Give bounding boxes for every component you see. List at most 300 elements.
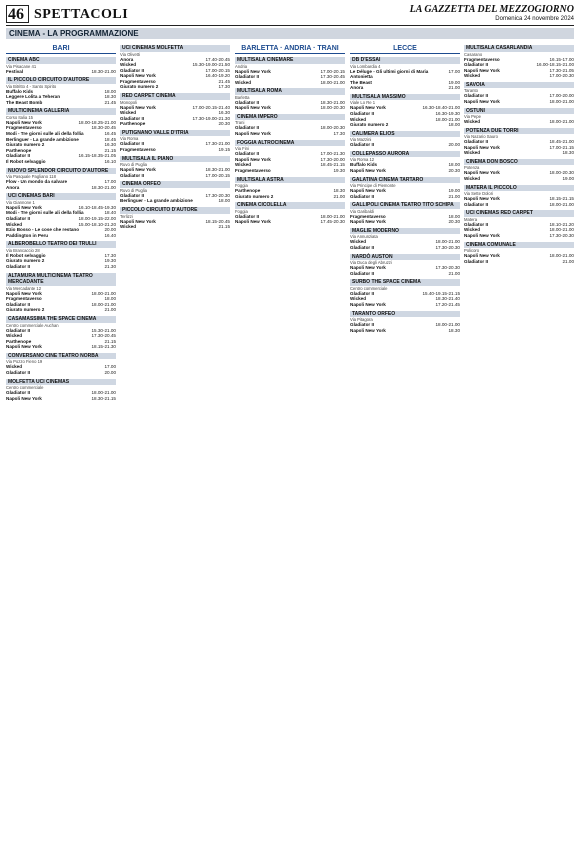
film-title: Gladiator II [350,322,374,328]
film-title: Gladiator II [6,370,30,375]
cinema-address: Via Pozzo Fieno 19 [6,359,43,365]
film-title: Il Robot selvaggio [6,159,46,165]
film-title: Napoli New York [6,290,42,296]
cinema-address: Via Principe di Piemonte [350,183,396,189]
showtime-row [464,150,574,156]
showtimes: 18.00-21.00 [435,322,460,328]
cinema-address: Casarano [464,51,483,57]
showtimes: 21.45 [218,78,230,84]
showtimes: 21.00 [104,307,116,313]
showtimes: 18.00-20.30 [549,170,574,176]
film-title: Modi - Tre giorni sulle ali della follia [6,210,84,216]
cinema-name: UCI CINEMAS RED CARPET [464,210,574,217]
listings-column-5 [464,42,574,264]
film-title: Napoli New York [464,170,500,176]
cinema-name: COLLEPASSO AURORA [350,151,460,158]
film-title: Gladiator II [120,115,144,121]
cinema-name: CINEMA COMUNALE [464,242,574,249]
showtimes: 17.30-20.30 [435,265,460,271]
showtimes: 18.00-21.00 [91,290,116,296]
film-title: Anora [120,56,134,62]
cinema-name: PUTIGNANO VALLE D'ITRIA [120,130,230,137]
cinema-name: CALIMERA ELIOS [350,131,460,138]
showtimes: 18.45-21.15 [320,162,345,168]
film-title: Giurato numero 2 [350,122,389,128]
masthead [6,4,574,26]
showtimes: 18.45 [104,136,116,142]
film-title: Gladiator II [6,216,30,221]
film-title: Gladiator II [120,172,144,178]
film-title: Il Robot selvaggio [6,252,46,258]
showtimes: 19.00 [448,188,460,194]
film-title: Napoli New York [235,156,271,162]
cinema-name: MATERA IL PICCOLO [464,185,574,192]
film-title: Wicked [235,79,252,85]
cinema-address: Via Bitritto 4 - Santo Spirito [6,83,57,89]
showtimes: 18.30-21.00 [91,184,116,190]
showtimes: 16.40-19.20 [205,73,230,79]
showtimes: 18.00-21.00 [435,116,460,122]
film-title: Parthenope [235,188,261,194]
film-title: Fragmentaverso [235,167,271,173]
cinema-address: Via Pasquale Pagliano 118 [6,174,56,180]
cinema-address: Terlizzi [120,213,133,219]
showtime-row [6,264,116,270]
showtimes: 16.00-18.15-21.00 [536,62,574,68]
showtime-row [350,69,460,80]
film-title: Napoli New York [235,105,271,111]
showtime-row [6,307,116,313]
showtime-row [464,73,574,79]
showtimes: 16.30 [218,110,230,116]
showtimes: 17.30-20.45 [320,74,345,80]
showtimes: 18.00-21.00 [320,213,345,219]
cinema-address: Policoro [464,248,480,254]
film-title: Anora [350,85,364,91]
showtime-row [464,259,574,265]
showtimes: 18.00-21.00 [435,239,460,245]
film-title: Napoli New York [350,327,386,333]
film-title: Napoli New York [350,105,386,111]
film-title: Wicked [464,227,481,233]
film-title: Napoli New York [464,67,500,73]
cinema-name: FOGGIA ALTROCINEMA [235,140,345,147]
cinema-name: SAVOIA [464,82,574,89]
film-title: Napoli New York [464,196,500,202]
section-title: SPETTACOLI [34,7,129,22]
showtimes: 16.10 [104,159,116,165]
showtime-row [6,233,116,239]
showtimes: 16.40 [104,232,116,238]
cinema-address: Monopoli [120,99,137,105]
showtimes: 21.00 [333,193,345,199]
showtimes: 21.00 [448,270,460,276]
showtime-row [6,69,116,75]
cinema-address: Via Pisacane 41 [6,63,37,69]
showtimes: 17.00-21.15 [549,144,574,150]
cinema-address: Potenza [464,165,480,171]
showtimes: 21.00 [562,258,574,264]
cinema-address: Trani [235,120,245,126]
cinema-name: GALATINA CINEMA TARTARO [350,177,460,184]
showtimes: 18.00-20.30 [320,125,345,131]
film-title: Wicked [464,176,481,182]
cinema-name: TARANTO ORFEO [350,311,460,318]
cinema-address: Via Lombardia 4 [350,63,381,69]
film-title: Napoli New York [6,204,42,210]
showtimes: 19.30 [104,258,116,264]
showtimes: 18.00 [104,88,116,94]
film-title: Napoli New York [120,104,156,110]
listings-column-4 [350,42,460,333]
cinema-name: GALLIPOLI CINEMA TEATRO TITO SCHIPA [350,202,460,209]
showtimes: 19.00 [448,79,460,85]
showtimes: 18.00-21.00 [549,227,574,233]
cinema-address: Via Pitagora [350,317,373,323]
listings-column-2 [120,42,230,230]
film-title: Wicked [6,221,23,227]
cinema-name: CINEMA ORFEO [120,181,230,188]
cinema-name: POTENZA DUE TORRI [464,128,574,135]
programming-banner: CINEMA - LA PROGRAMMAZIONE [6,28,574,39]
film-title: Napoli New York [350,265,386,271]
showtime-row [235,168,345,174]
showtimes: 18.00-21.00 [549,119,574,125]
film-title: Modi - Tre giorni sulle ali della follia [6,131,84,137]
cinema-name: SURBO THE SPACE CINEMA [350,279,460,286]
showtime-row [120,84,230,90]
film-title: Buffalo Kids [6,88,34,94]
film-title: Napoli New York [464,253,500,259]
city-heading: BARI [6,44,116,54]
showtime-row [235,131,345,137]
film-title: Napoli New York [120,73,156,79]
film-title: Gladiator II [350,193,374,199]
showtime-row [350,219,460,225]
film-title: Gladiator II [464,258,488,264]
cinema-address: Via Nazario Sauro [464,134,498,140]
cinema-name: MULTISALA ROMA [235,88,345,95]
cinema-address: Via Sette Dolori [464,191,494,197]
showtime-row [235,194,345,200]
showtimes: 19.15 [218,147,230,153]
showtimes: 17.30 [218,84,230,90]
showtimes: 20.00 [448,142,460,148]
showtimes: 18.00-19.15-22.00 [78,216,116,221]
showtimes: 17.00-20.30 [549,73,574,79]
film-title: Gladiator II [464,139,488,145]
showtimes: 17.00-20.00 [549,93,574,99]
listings-column-1 [6,42,116,401]
cinema-address: Foggia [235,183,248,189]
film-title: Gladiator II [235,213,259,219]
cinema-address: Foggia [235,208,248,214]
film-title: Berlinguer - La grande ambizione [120,198,193,204]
film-title: Napoli New York [235,219,271,225]
cinema-address: Via Brancaccio 28 [6,247,40,253]
film-title: Gladiator II [350,270,374,276]
cinema-name: ALBEROBELLO TEATRO DEI TRULLI [6,241,116,248]
film-title: Fragmentaverso [120,147,156,153]
showtimes: 18.00-21.00 [91,390,116,396]
film-title: Wicked [464,119,481,125]
newspaper-name: LA GAZZETTA DEL MEZZOGIORNO [409,4,574,15]
showtimes: 17.00-21.30 [320,151,345,157]
film-title: Napoli New York [235,68,271,74]
film-title: Gladiator II [235,151,259,157]
showtimes: 15.30-19.00-21.50 [192,62,230,68]
film-title: Wicked [120,224,137,230]
showtimes: 21.00 [448,85,460,91]
cinema-address: Via Annunziata [350,234,378,240]
showtimes: 21.00 [448,193,460,199]
film-title: Giurato numero 2 [235,193,274,199]
showtimes: 18.45-21.00 [549,139,574,145]
showtime-row [6,159,116,165]
film-title: Wicked [350,296,367,302]
cinema-name: MOLFETTA UCI CINEMAS [6,379,116,386]
film-title: Wicked [464,73,481,79]
film-title: Napoli New York [464,144,500,150]
showtimes: 16.30-19.30 [435,110,460,116]
showtimes: 20.00 [104,227,116,233]
showtimes: 20.30 [448,167,460,173]
showtimes: 18.00-21.00 [549,98,574,104]
film-title: Festival [6,68,24,74]
showtime-row [464,233,574,239]
showtime-row [235,219,345,225]
cinema-address: Via Pepe [464,114,481,120]
cinema-address: Centro commerciale Auchan [6,322,59,328]
film-title: Le Déluge - Gli ultimi giorni di Maria Antonietta [350,68,429,80]
showtime-row [6,370,116,376]
showtime-row [120,224,230,230]
cinema-address: Via Mercadante 12 [6,285,42,291]
showtimes: 18.00 [448,122,460,128]
cinema-name: MULTISALA IL PIANO [120,156,230,163]
showtimes: 16.10-18.45-19.30 [78,204,116,210]
showtime-row [120,198,230,204]
showtimes: 18.00-20.30 [320,105,345,111]
showtimes: 18.00-18.25-21.00 [78,119,116,125]
film-title: Fragmentaverso [6,296,42,302]
showtimes: 19.30 [333,167,345,173]
showtimes: 18.00 [448,162,460,168]
showtime-row [350,245,460,251]
film-title: Napoli New York [350,188,386,194]
film-title: Wicked [350,239,367,245]
film-title: Giurato numero 2 [6,258,45,264]
showtime-row [120,147,230,153]
film-title: Napoli New York [235,131,271,137]
film-title: Ezio Bosso - Le cose che restano [6,227,80,233]
showtime-row [350,122,460,128]
showtimes: 18.15-20.45 [205,218,230,224]
city-heading: LECCE [350,44,460,54]
cinema-address: Centro commerciale [6,385,44,391]
film-title: Leggere Lolita a Teheran [6,94,61,100]
cinema-name: PICCOLO CIRCUITO D'AUTORE [120,207,230,214]
cinema-name: OSTUNI [464,108,574,115]
showtimes: 18.30 [333,188,345,194]
showtimes: 17.00-20.15 [205,172,230,178]
film-title: Parthenope [6,338,32,344]
cinema-name: CINEMA ABC [6,57,116,64]
film-title: Buffalo Kids [350,162,378,168]
showtimes: 20.00 [104,370,116,375]
cinema-name: MULTISALA CASARLANDIA [464,45,574,52]
listings-column-3 [235,42,345,225]
cinema-address: Taranto [464,88,478,94]
cinema-name: MULTICINEMA GALLERIA [6,108,116,115]
film-title: Gladiator II [464,93,488,99]
showtimes: 17.00-20.15-21.40 [192,104,230,110]
film-title: Gladiator II [6,153,30,159]
film-title: Gladiator II [235,99,259,105]
film-title: Napoli New York [464,233,500,238]
showtimes: 20.30 [218,121,230,127]
film-title: Wicked [120,62,137,68]
showtime-row [350,142,460,148]
showtimes: 15.30-21.00 [91,327,116,333]
showtime-row [350,85,460,91]
cinema-address: Via Duca degli Abruzzi [350,260,392,266]
showtimes: 17.30-20.30 [205,192,230,198]
showtime-row [350,168,460,174]
showtime-row [350,302,460,308]
film-title: Gladiator II [464,62,488,68]
cinema-address: Via Roma 12 [350,157,375,163]
cinema-name: MULTISALA MASSIMO [350,94,460,101]
showtimes: 18.10-21.20 [549,221,574,227]
film-title: Napoli New York [350,167,386,173]
film-title: Gladiator II [350,245,374,250]
showtimes: 17.30-21.05 [549,67,574,73]
film-title: Paddington in Peru [6,232,49,238]
cinema-address: Via Fini [235,146,249,152]
cinema-name: RED CARPET CINEMA [120,93,230,100]
showtimes: 18.30-20.45 [91,125,116,131]
film-title: Napoli New York [350,219,386,225]
showtimes: 18.15-21.30 [91,344,116,350]
film-title: Fragmentaverso [6,125,42,131]
film-title: Gladiator II [235,74,259,80]
cinema-name: CASAMASSIMA THE SPACE CINEMA [6,316,116,323]
showtimes: 18.00-21.00 [549,201,574,207]
showtime-row [120,121,230,127]
film-title: Giurato numero 2 [6,142,45,148]
cinema-address: Ruvo di Puglia [120,187,148,193]
showtimes: 21.45 [104,99,116,105]
showtime-row [120,173,230,179]
film-title: Giurato numero 2 [6,307,45,313]
showtime-row [350,328,460,334]
showtime-row [6,396,116,402]
cinema-name: CONVERSANO CINE TEATRO NORBA [6,353,116,360]
film-title: Parthenope [120,121,146,127]
issue-date: Domenica 24 novembre 2024 [495,16,574,22]
film-title: The Beast Bomb [6,99,43,105]
film-title: Parthenope [6,147,32,153]
cinema-name: IL PICCOLO CIRCUITO D'AUTORE [6,77,116,84]
film-title: Gladiator II [464,201,488,207]
showtimes: 18.00-21.00 [549,253,574,259]
showtime-row [350,271,460,277]
cinema-address: Barletta [235,94,250,100]
showtimes: 16.15-18.35-21.05 [78,153,116,159]
showtimes: 17.00-20.15 [205,67,230,73]
cinema-name: NUOVO SPLENDOR CIRCUITO D'AUTORE [6,168,116,175]
showtimes: 16.15-17.00 [549,56,574,62]
cinema-address: Viale Lo Re 1 [350,100,376,106]
cinema-address: Ruvo di Puglia [120,162,148,168]
showtimes: 17.40-20.45 [205,56,230,62]
showtimes: 17.45-20.30 [320,219,345,225]
showtime-row [235,105,345,111]
film-title: Napoli New York [6,344,42,350]
cinema-name: NARDÒ AUSTON [350,254,460,261]
showtimes: 17.30-19.00-21.30 [192,115,230,121]
showtimes: 15.00-18.10-21.20 [78,221,116,227]
showtimes: 16.30 [104,142,116,148]
film-title: Napoli New York [120,218,156,224]
film-title: Flow - Un mondo da salvare [6,179,68,185]
film-title: Wicked [6,333,23,339]
showtimes: 18.30-21.40 [435,296,460,302]
showtimes: 21.15 [104,338,116,344]
film-title: Wicked [120,110,137,116]
showtimes: 18.30 [448,327,460,333]
cinema-address: Centro commerciale [350,285,388,291]
film-title: Gladiator II [120,67,144,73]
cinema-name: MULTISALA CINEMARE [235,57,345,64]
cinema-name: MAGLIE MODERNO [350,228,460,235]
showtimes: 17.30 [333,131,345,137]
showtime-row [464,119,574,125]
cinema-name: CINEMA IMPERO [235,114,345,121]
film-title: Napoli New York [120,167,156,173]
cinema-name: DB D'ESSAI [350,57,460,64]
film-title: Wicked [235,162,252,168]
film-title: Gladiator II [350,142,374,148]
film-title: Gladiator II [235,125,259,131]
showtimes: 18.30-21.15 [91,395,116,401]
film-title: Gladiator II [120,141,144,147]
city-heading: BARLETTA · ANDRIA · TRANI [235,44,345,54]
showtimes: 18.30-21.00 [91,68,116,74]
showtime-row [464,176,574,182]
showtimes: 15.40-19.15-21.15 [422,290,460,296]
showtimes: 16.30-18.40-21.00 [422,105,460,111]
cinema-name: UCI CINEMAS MOLFETTA [120,45,230,52]
film-title: Napoli New York [6,119,42,125]
film-title: Anora [6,184,20,190]
showtimes: 17.20-21.45 [435,301,460,307]
film-title: Gladiator II [120,192,144,198]
film-title: Fragmentaverso [350,213,386,219]
showtimes: 17.00-20.15 [320,68,345,74]
showtimes: 17.30-20.00 [320,156,345,162]
cinema-name: CINEMA CICOLELLA [235,202,345,209]
film-title: Wicked [464,150,481,156]
film-title: Fragmentaverso [464,56,500,62]
cinema-name: CINEMA DON BOSCO [464,159,574,166]
showtimes: 18.00-21.00 [320,79,345,85]
film-title: Gladiator II [6,301,30,307]
film-title: Gladiator II [464,221,488,227]
cinema-name: UCI CINEMAS BARI [6,193,116,200]
film-title: Gladiator II [350,110,374,116]
